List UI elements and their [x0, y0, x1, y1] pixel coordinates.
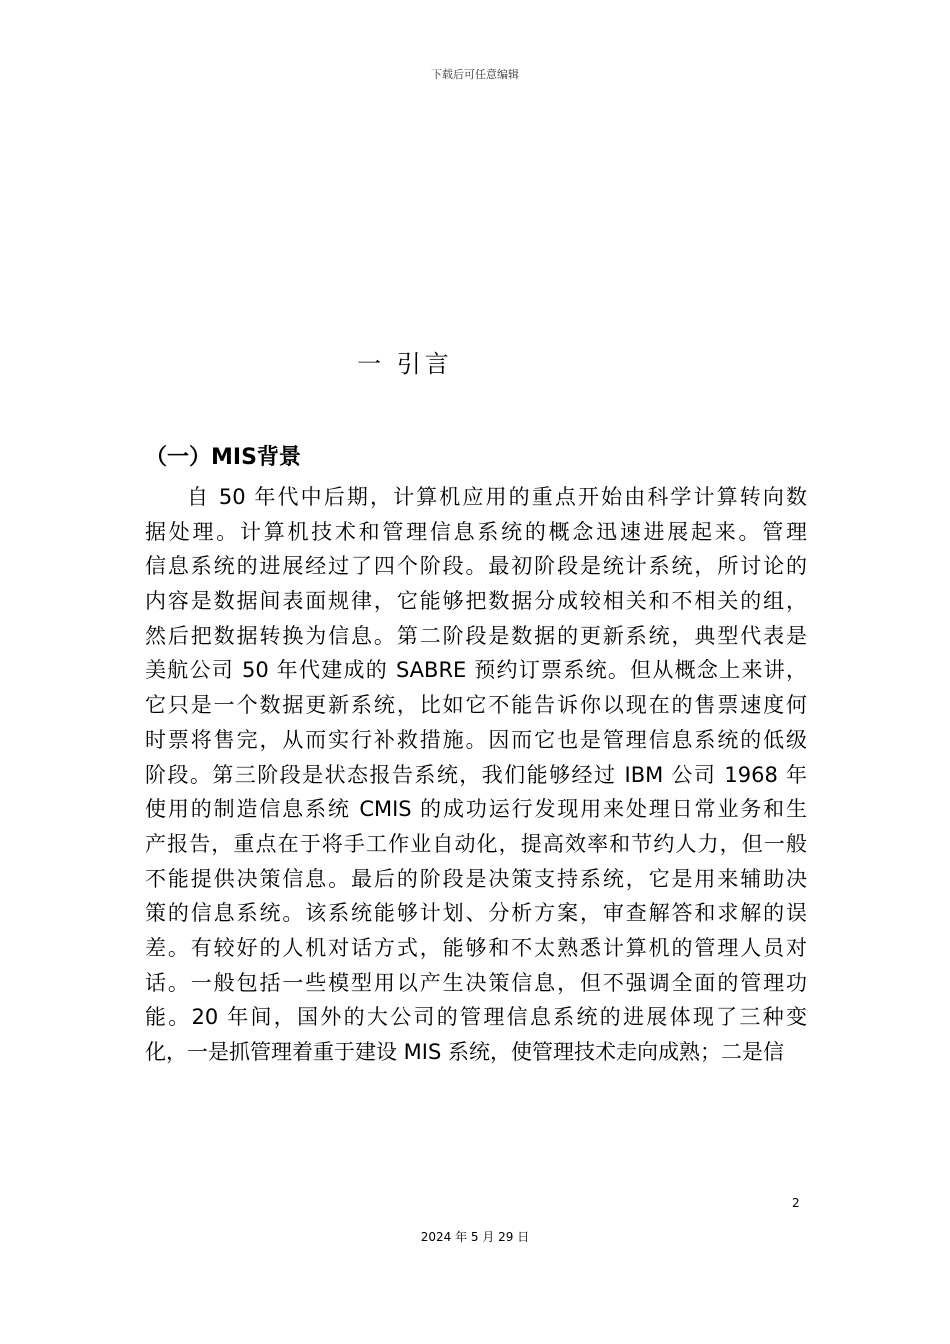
body-line: 产报告，重点在于将手工作业自动化，提高效率和节约人力，但一般 — [145, 831, 807, 856]
body-line: 然后把数据转换为信息。第二阶段是数据的更新系统，典型代表是 — [145, 623, 807, 648]
header-note: 下载后可任意编辑 — [431, 68, 519, 81]
body-line: 策的信息系统。该系统能够计划、分析方案，审查解答和求解的误 — [145, 901, 807, 926]
body-line: 使用的制造信息系统 CMIS 的成功运行发现用来处理日常业务和生 — [145, 797, 807, 822]
body-line: 它只是一个数据更新系统，比如它不能告诉你以现在的售票速度何 — [145, 693, 807, 718]
body-line: 阶段。第三阶段是状态报告系统，我们能够经过 IBM 公司 1968 年 — [145, 762, 807, 787]
body-line: 信息系统的进展经过了四个阶段。最初阶段是统计系统，所讨论的 — [145, 554, 807, 579]
body-line: 时票将售完，从而实行补救措施。因而它也是管理信息系统的低级 — [145, 727, 807, 752]
body-line: 美航公司 50 年代建成的 SABRE 预约订票系统。但从概念上来讲， — [145, 658, 807, 683]
body-line: 自 50 年代中后期，计算机应用的重点开始由科学计算转向数 — [187, 485, 807, 509]
body-line: 化，一是抓管理着重于建设 MIS 系统，使管理技术走向成熟；二是信 — [145, 1040, 784, 1064]
body-line: 话。一般包括一些模型用以产生决策信息，但不强调全面的管理功 — [145, 970, 807, 995]
section-title: （一）MIS背景 — [145, 445, 301, 470]
footer-date: 2024 年 5 月 29 日 — [420, 1230, 530, 1244]
body-line: 内容是数据间表面规律，它能够把数据分成较相关和不相关的组， — [145, 589, 807, 614]
chapter-title: 一 引言 — [357, 350, 453, 378]
page-number: 2 — [792, 1196, 800, 1210]
body-line: 不能提供决策信息。最后的阶段是决策支持系统，它是用来辅助决 — [145, 866, 807, 891]
body-line: 能。20 年间，国外的大公司的管理信息系统的进展体现了三种变 — [145, 1005, 807, 1030]
body-line: 据处理。计算机技术和管理信息系统的概念迅速进展起来。管理 — [145, 519, 807, 544]
body-paragraph — [145, 480, 807, 1070]
body-line: 差。有较好的人机对话方式，能够和不太熟悉计算机的管理人员对 — [145, 935, 807, 960]
